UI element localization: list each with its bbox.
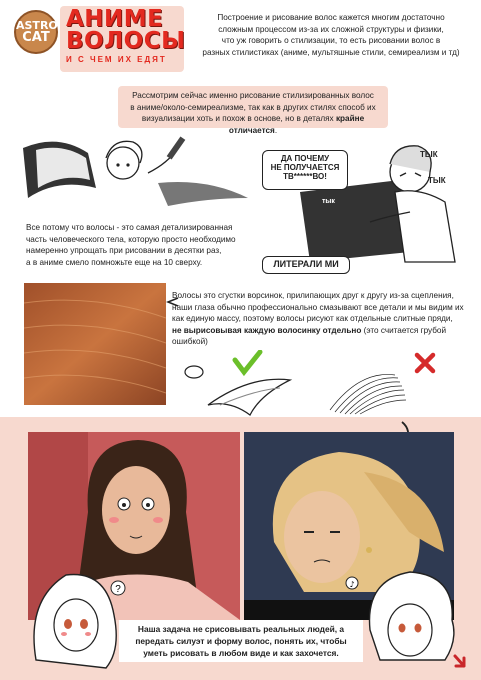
note-line2: в аниме/около-семиреализме, так как в других стилях способ их bbox=[130, 102, 376, 112]
strands-line1: Волосы это сгустки ворсинок, прилипающих друг к другу из-за сцепления, bbox=[172, 291, 454, 300]
anime-right-eye-l bbox=[399, 624, 406, 633]
page-title bbox=[66, 8, 185, 52]
anime-girl-left-sketch bbox=[26, 560, 124, 670]
intro-text bbox=[196, 12, 466, 58]
astro-cat-logo bbox=[14, 10, 58, 54]
strand-comparison bbox=[180, 350, 470, 420]
good-strand-drawing bbox=[208, 379, 290, 415]
speech-bubble bbox=[262, 150, 348, 190]
intro-line1: Построение и рисование волос кажется многим достаточно bbox=[217, 13, 445, 22]
logo-line2: CAT bbox=[22, 30, 50, 45]
bubble-line2: НЕ ПОЛУЧАЕТСЯ bbox=[270, 163, 340, 172]
note-line3-emphasis: крайне отличается bbox=[228, 114, 365, 135]
note-line3-end: . bbox=[274, 125, 278, 135]
brush-stroke bbox=[158, 182, 248, 206]
svg-text:?: ? bbox=[115, 584, 121, 595]
brunette-face bbox=[102, 466, 170, 554]
anime-left-eye-l bbox=[64, 619, 72, 629]
anime-left-blush-l bbox=[61, 632, 67, 636]
anime-left-eye-r bbox=[80, 619, 88, 629]
detail-line4: а в аниме смело помножьте еще на 10 сверху. bbox=[26, 257, 203, 267]
bad-strand-drawing bbox=[330, 374, 406, 414]
check-icon bbox=[235, 352, 260, 372]
bubble-line1: ДА ПОЧЕМУ bbox=[280, 154, 330, 163]
question-bubble-icon bbox=[110, 580, 126, 596]
anime-girl-right-sketch bbox=[360, 560, 460, 670]
artist-body bbox=[395, 191, 455, 262]
intro-line3: что уж говорить о стилизации, то есть рисовании волос в bbox=[221, 36, 441, 45]
earring bbox=[366, 547, 372, 553]
anime-left-blush-r bbox=[85, 632, 91, 636]
girl-head bbox=[107, 147, 139, 179]
detail-line3: намеренно упрощать при рисовании в десятки раз, bbox=[26, 246, 222, 255]
caption-literally-me: ЛИТЕРАЛИ МИ bbox=[262, 256, 350, 274]
drawing-girl-illustration bbox=[18, 128, 258, 218]
cross-icon bbox=[417, 355, 433, 371]
anime-left-face bbox=[54, 599, 98, 651]
bottom-note bbox=[119, 620, 363, 662]
strands-text bbox=[172, 290, 472, 348]
tablet bbox=[300, 180, 410, 262]
anime-right-eye-r bbox=[415, 624, 422, 633]
note-line1: Рассмотрим сейчас именно рисование стилизированных волос bbox=[132, 91, 374, 100]
girl-eye-left bbox=[116, 163, 119, 166]
strands-line4-end: (это считается грубой ошибкой) bbox=[172, 325, 447, 346]
small-strand-sketch bbox=[185, 366, 203, 378]
title-line2: ВОЛОСЫ bbox=[66, 28, 186, 54]
pupil-left bbox=[122, 503, 126, 507]
pupil-right bbox=[146, 503, 150, 507]
bottom-line1: Наша задача не срисовывать реальных людей, а bbox=[137, 624, 345, 634]
blonde-face bbox=[284, 491, 360, 583]
page-subtitle: И С ЧЕМ ИХ ЕДЯТ bbox=[66, 55, 167, 64]
bottom-line2: передать силуэт и форму волос, понять их, чтобы bbox=[135, 636, 347, 646]
intro-line4: разных стилистиках (аниме, мультяшные стили, семиреализм и тд) bbox=[202, 47, 460, 57]
detail-text bbox=[26, 222, 266, 268]
strands-line2: наши глаза обычно профессионально смазывают все детали и мы видим их bbox=[172, 302, 464, 312]
next-page-arrow-icon[interactable] bbox=[452, 652, 472, 672]
svg-text:♪: ♪ bbox=[349, 580, 355, 589]
sfx-tyk-3: тык bbox=[322, 198, 335, 205]
note-bubble-icon bbox=[345, 576, 359, 590]
title-line1: АНИМЕ bbox=[66, 6, 164, 32]
girl-eye-right bbox=[126, 163, 129, 166]
sfx-tyk-2: ТЫК bbox=[428, 176, 446, 185]
logo-line1: ASTRO bbox=[16, 19, 58, 32]
detail-line2: часть человеческого тела, которую просто необходимо bbox=[26, 234, 236, 244]
blush-right bbox=[153, 517, 163, 523]
strands-line4 bbox=[172, 325, 472, 348]
hair-closeup-photo bbox=[24, 283, 166, 405]
bubble-line3: ТВ******ВО! bbox=[283, 172, 327, 181]
style-note bbox=[118, 86, 388, 135]
intro-line2: сложным процессом из-за их сложной структуры и физики, bbox=[218, 24, 444, 34]
stylus-pen bbox=[167, 136, 186, 159]
sfx-tyk-1: ТЫК bbox=[420, 150, 438, 159]
blush-left bbox=[109, 517, 119, 523]
bottom-line3: уметь рисовать в любом виде и как захочется. bbox=[143, 648, 339, 658]
note-line3-start: визуализации хоть и похож в основе, но в деталях bbox=[141, 114, 336, 123]
anime-right-face bbox=[388, 604, 432, 656]
strands-line3: как единую массу, поэтому волосы рисуют как отдельные слитные пряди, bbox=[172, 314, 453, 323]
detail-line1: Все потому что волосы - это самая детализированная bbox=[26, 223, 233, 232]
strands-line4-emphasis: не вырисовывая каждую волосинку отдельно bbox=[172, 325, 362, 335]
